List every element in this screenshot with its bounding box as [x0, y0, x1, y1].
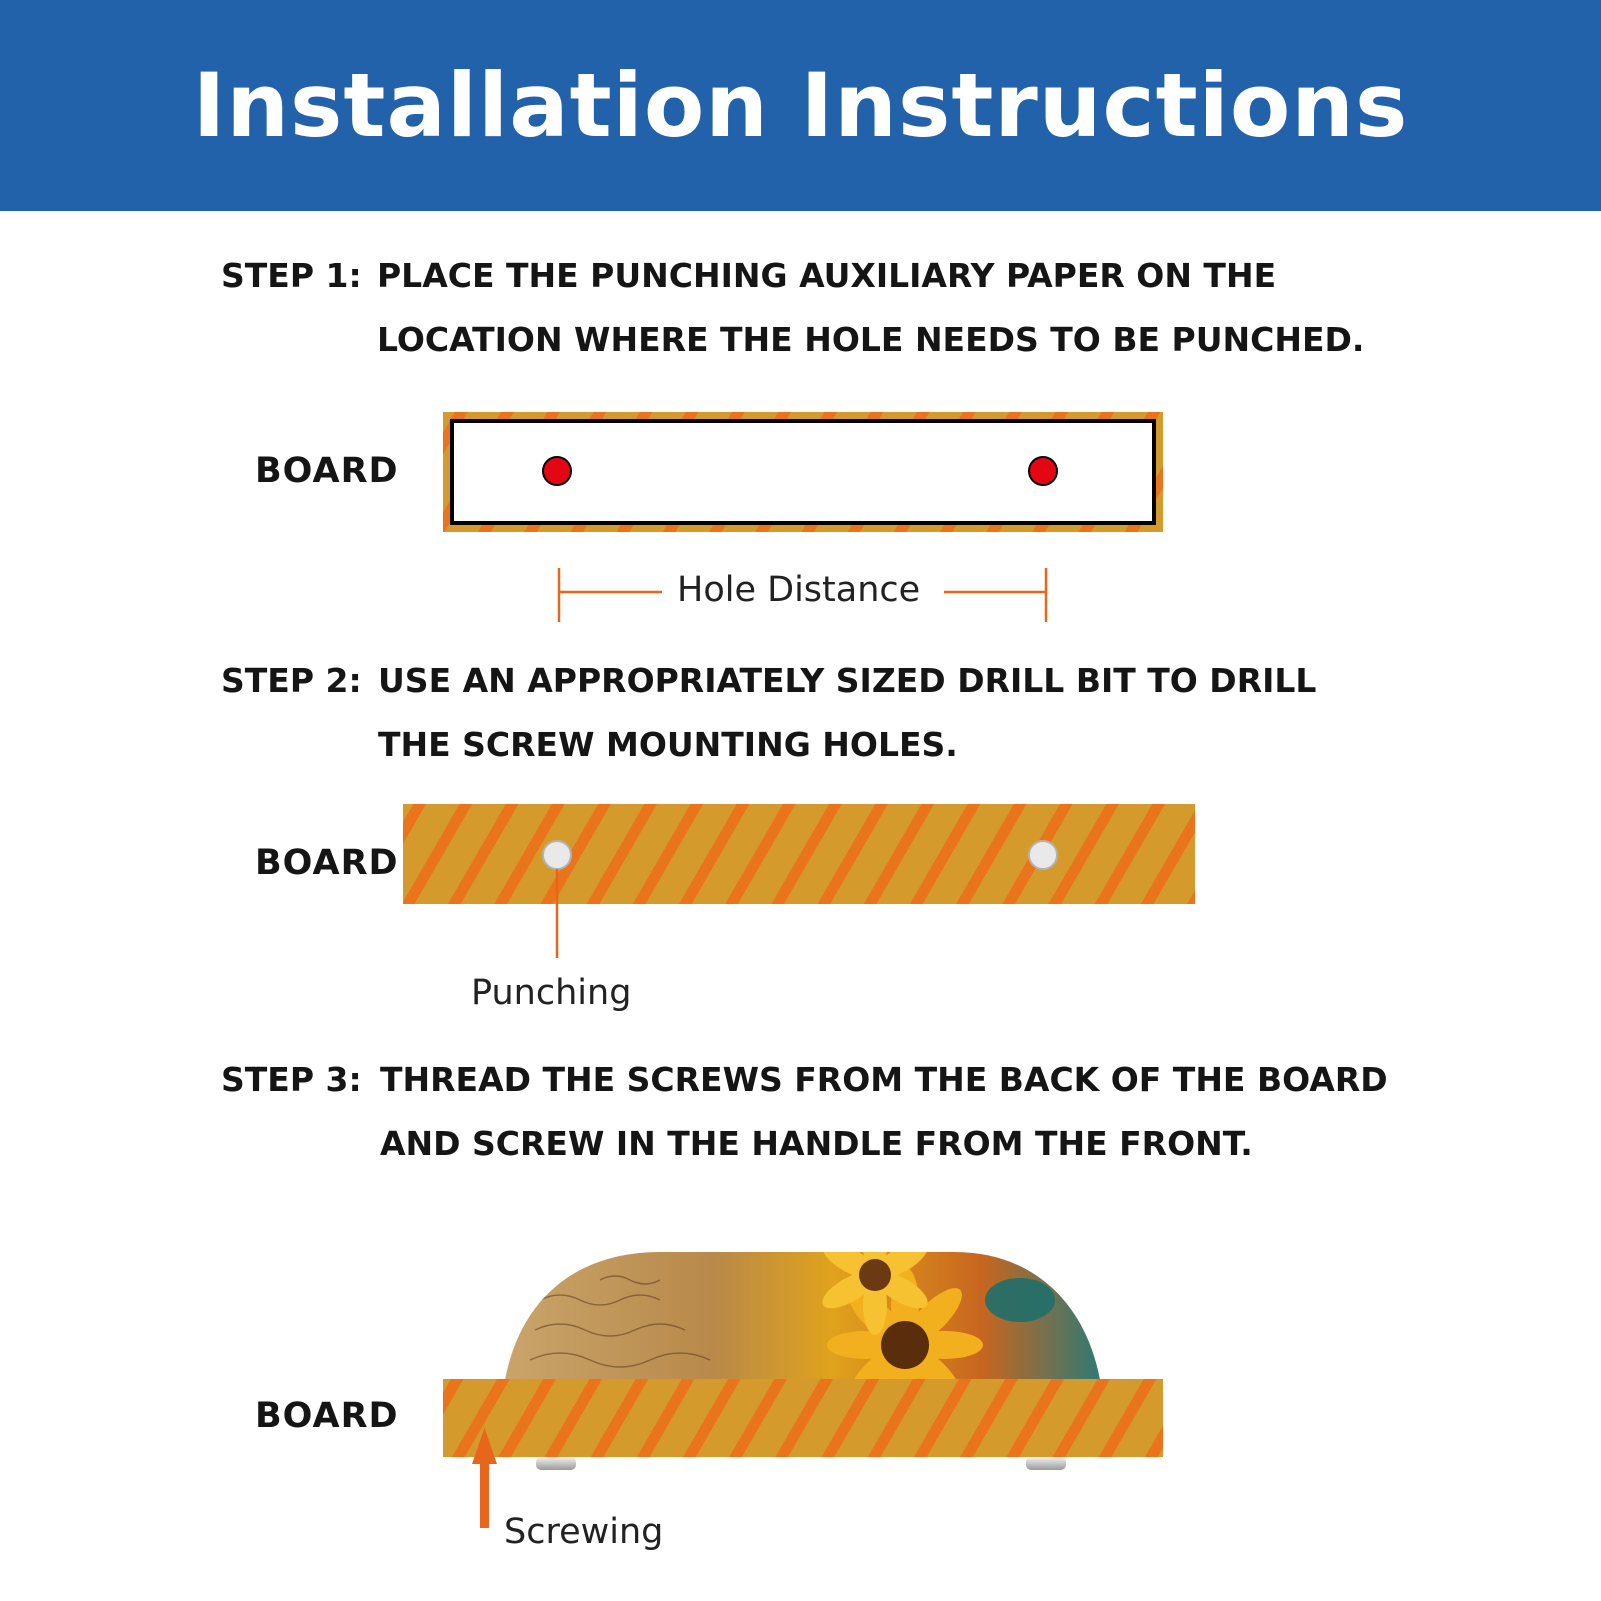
board-label-1: BOARD	[255, 451, 399, 491]
board-label-2: BOARD	[255, 843, 399, 883]
hole-distance-dimension	[559, 568, 1046, 622]
hole-mark-right	[1029, 457, 1057, 485]
drilled-board	[403, 804, 1195, 958]
drilled-hole-left	[543, 841, 571, 869]
screw-right-icon	[1026, 1457, 1066, 1470]
punching-label: Punching	[471, 973, 632, 1013]
mounting-board	[443, 1379, 1163, 1457]
hole-distance-label: Hole Distance	[671, 570, 926, 610]
step-3-line-1: THREAD THE SCREWS FROM THE BACK OF THE BOARD	[380, 1060, 1388, 1099]
board-with-paper	[443, 412, 1163, 532]
step-2-line-2: THE SCREW MOUNTING HOLES.	[378, 725, 958, 764]
page-title: Installation Instructions	[192, 54, 1409, 157]
step-2-line-1: USE AN APPROPRIATELY SIZED DRILL BIT TO DRILL	[378, 661, 1317, 700]
screwing-label: Screwing	[504, 1512, 664, 1552]
step-3-label: STEP 3:	[221, 1060, 362, 1099]
screw-left-icon	[536, 1457, 576, 1470]
step-1-line-2: LOCATION WHERE THE HOLE NEEDS TO BE PUNCHED.	[377, 320, 1365, 359]
step-1-line-1: PLACE THE PUNCHING AUXILIARY PAPER ON THE	[377, 256, 1277, 295]
step-1-label: STEP 1:	[221, 256, 362, 295]
step-2-label: STEP 2:	[221, 661, 362, 700]
hole-mark-left	[543, 457, 571, 485]
step-3-line-2: AND SCREW IN THE HANDLE FROM THE FRONT.	[380, 1124, 1253, 1163]
drilled-hole-right	[1029, 841, 1057, 869]
board-label-3: BOARD	[255, 1396, 399, 1436]
